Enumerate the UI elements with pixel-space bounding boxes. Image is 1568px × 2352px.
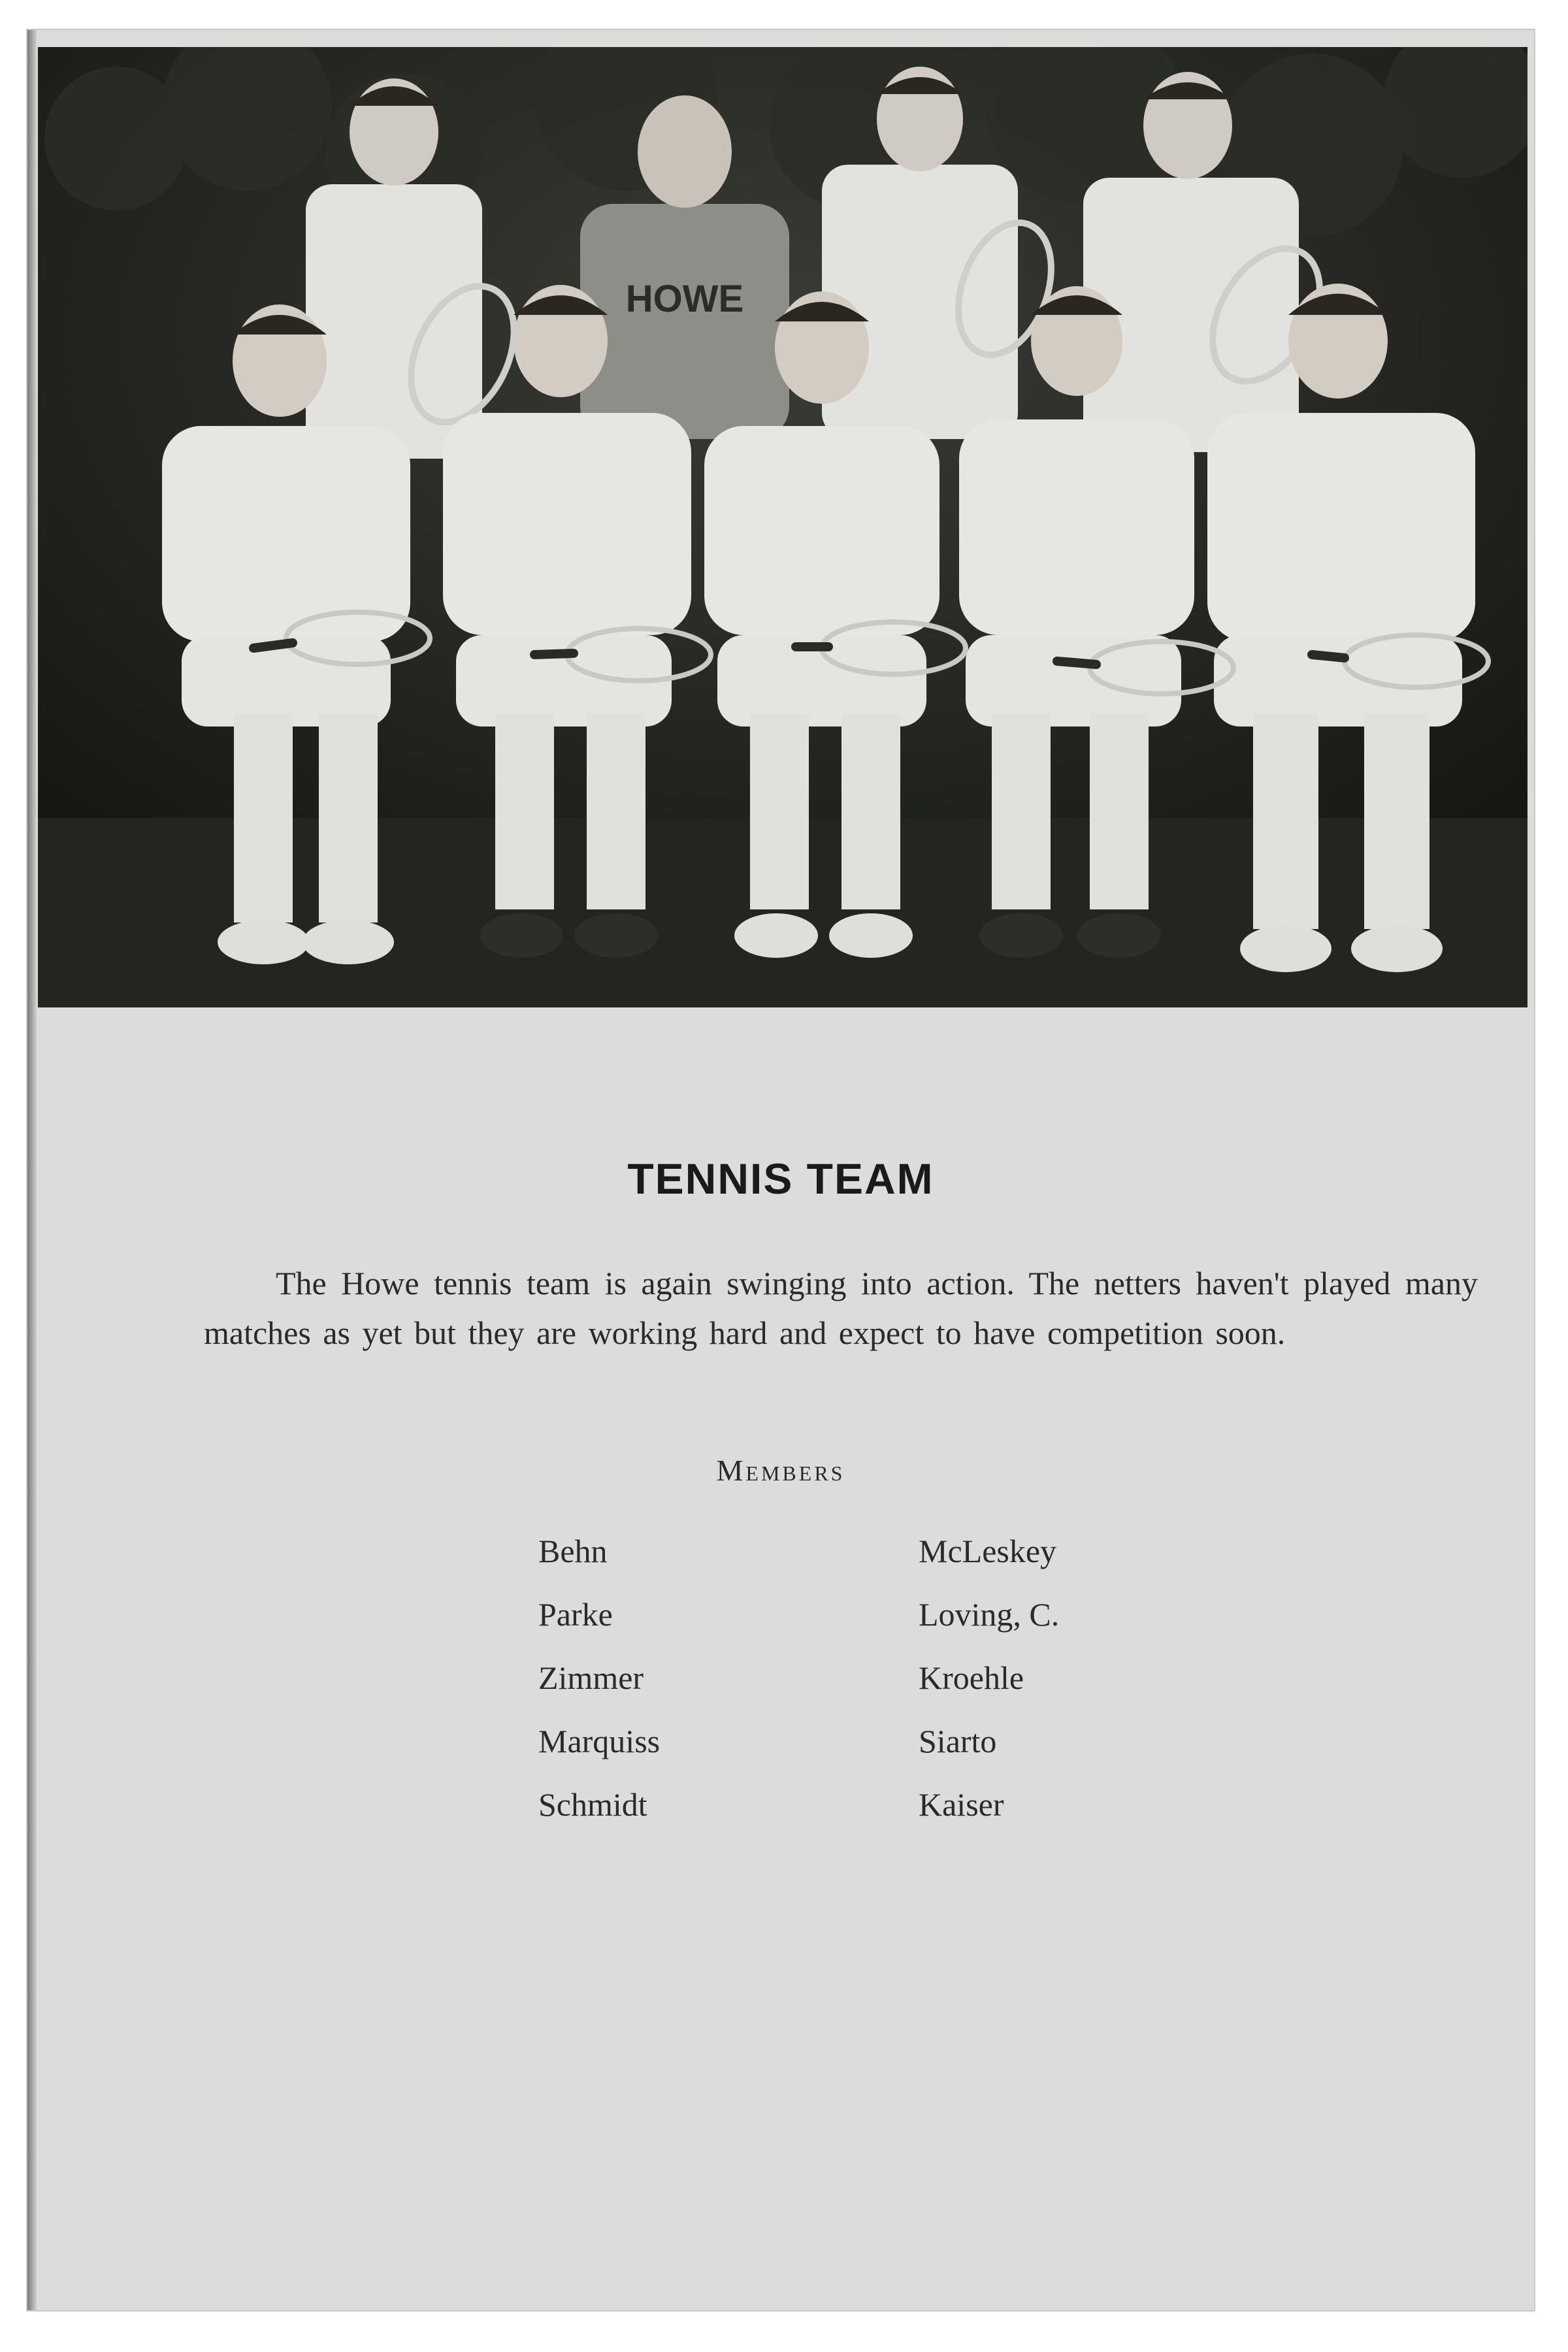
team-photograph [38, 47, 1527, 1007]
member-name: Schmidt [538, 1786, 647, 1823]
members-heading: Members [716, 1454, 845, 1487]
member-name: Siarto [919, 1723, 997, 1759]
member-name: Behn [538, 1533, 608, 1569]
member-name: Marquiss [538, 1723, 661, 1759]
shirt-lettering: HOWE [625, 278, 744, 320]
members-list-left [538, 1520, 660, 1837]
member-name: Kaiser [919, 1786, 1004, 1823]
member-name: Parke [538, 1596, 613, 1633]
yearbook-page [26, 29, 1535, 2311]
members-list-right [919, 1520, 1059, 1837]
member-name: Zimmer [538, 1659, 644, 1696]
member-name: Loving, C. [919, 1596, 1060, 1633]
team-photo-illustration [38, 47, 1527, 1007]
member-name: Kroehle [919, 1659, 1024, 1696]
page-title: TENNIS TEAM [627, 1154, 934, 1203]
intro-paragraph: The Howe tennis team is again swinging into action. The netters haven't played many matches as yet but they are working hard and expect to have competition soon. [204, 1265, 1478, 1351]
member-name: McLeskey [919, 1533, 1057, 1569]
